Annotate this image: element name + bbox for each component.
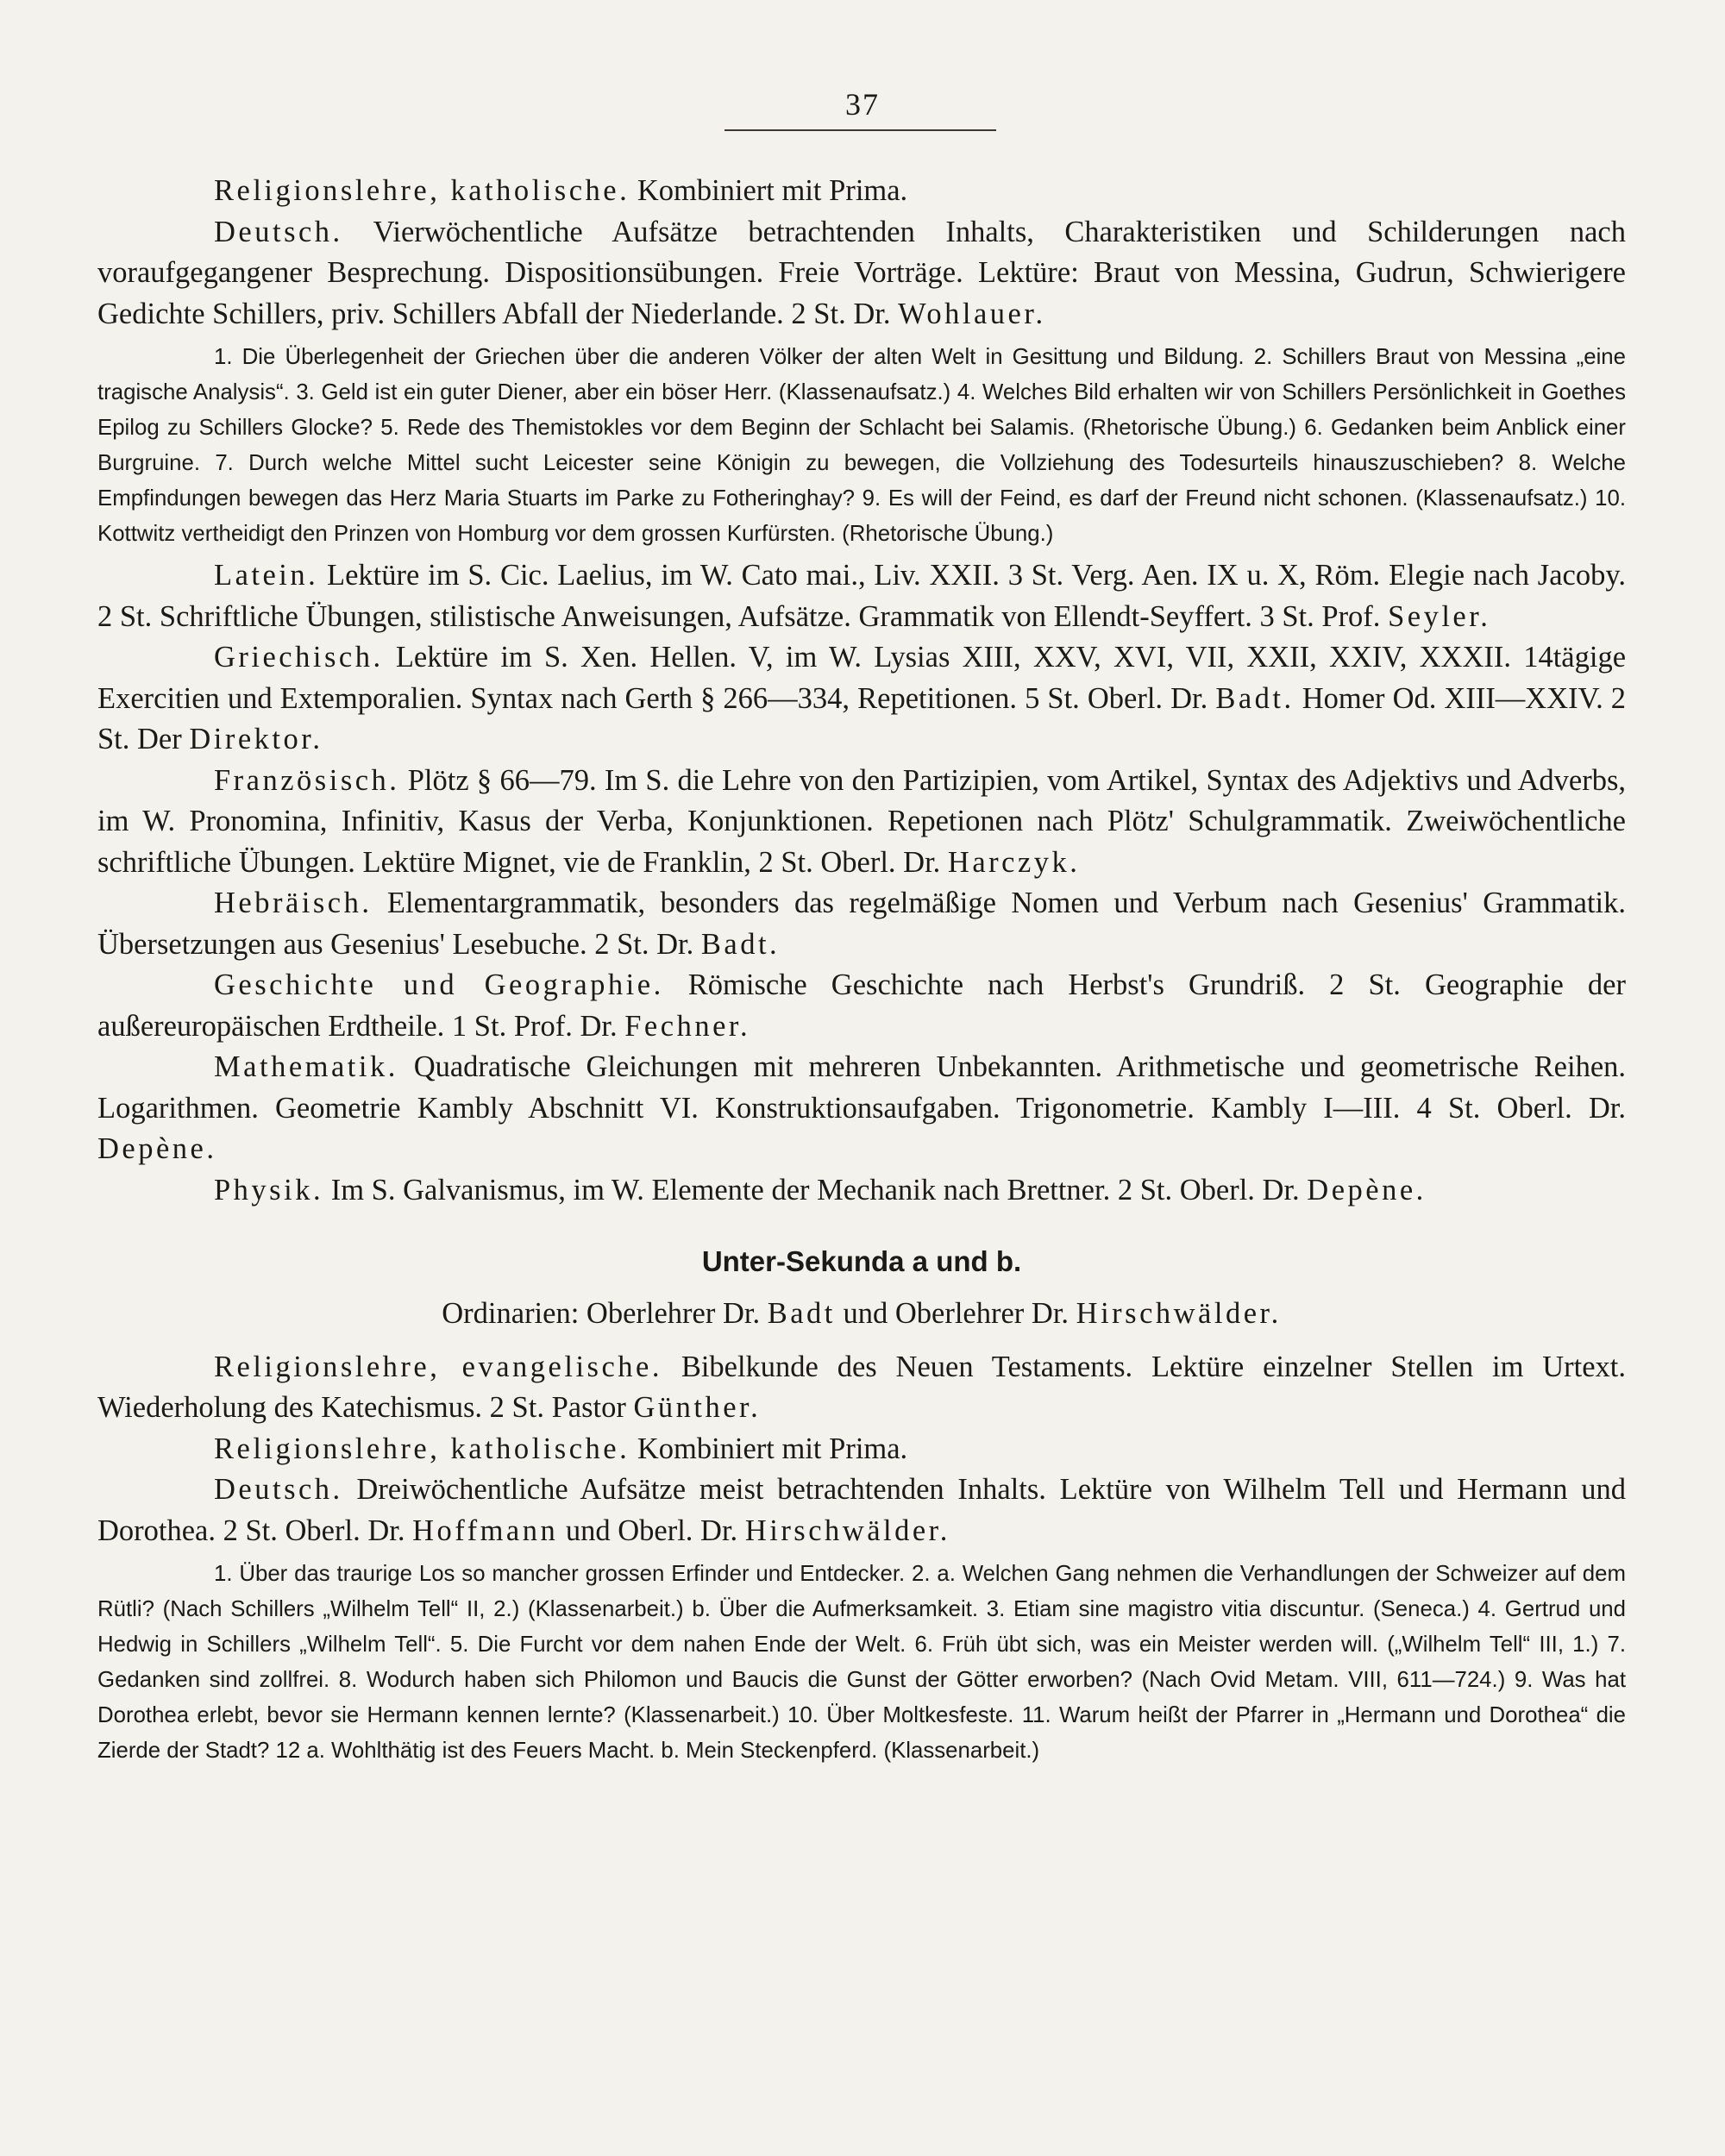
paragraph-mathematik <box>97 1047 1626 1170</box>
ordinarien-mid: und Oberlehrer Dr. <box>843 1297 1070 1330</box>
header-rule <box>724 129 996 131</box>
paragraph-text: Bibelkunde des Neuen Testaments. Lektüre einzelner Stellen im Urtext. Wiederholung des Katechismus. 2 St. Pastor <box>97 1350 1627 1424</box>
paragraph-text: Lektüre im S. Xen. Hellen. V, im W. Lysias XIII, XXV, XVI, VII, XXII, XXIV, XXXII. 14tägige Exercitien und Extemporalien. Syntax nach Gerth § 266—334, Repetitionen. 5 St. Oberl. Dr. <box>97 641 1627 715</box>
paragraph-text: Kombiniert mit Prima. <box>637 1432 908 1465</box>
paragraph-hebraeisch <box>97 883 1626 965</box>
teacher-name-2: Direktor. <box>189 723 323 755</box>
teacher-name-2: Hirschwälder. <box>744 1514 950 1547</box>
paragraph-religion-kath-2 <box>97 1429 1626 1470</box>
teacher-name: Badt. <box>1215 681 1295 715</box>
paragraph-text: Kombiniert mit Prima. <box>637 174 908 207</box>
teacher-name-2: Hirschwälder. <box>1076 1297 1282 1330</box>
teacher-name: Fechner. <box>624 1009 751 1043</box>
subject-label: Deutsch. <box>214 215 343 248</box>
paragraph-latein <box>97 555 1626 637</box>
subject-label: Griechisch. <box>214 641 384 674</box>
teacher-name: Wohlauer. <box>898 297 1046 330</box>
page-number: 37 <box>845 87 880 122</box>
paragraph-text: Lektüre im S. Cic. Laelius, im W. Cato mai., Liv. XXII. 3 St. Verg. Aen. IX u. X, Röm. Elegie nach Jacoby. 2 St. Schriftliche Übungen, stilistische Anweisungen, Aufsätze. Grammatik von Ellendt-Seyffert. 3 St. Prof. <box>97 559 1626 633</box>
paragraph-deutsch-2 <box>97 1470 1626 1551</box>
teacher-name: Depène. <box>1307 1173 1427 1206</box>
teacher-name: Badt <box>767 1297 836 1330</box>
paragraph-text: Im S. Galvanismus, im W. Elemente der Mechanik nach Brettner. 2 St. Oberl. Dr. <box>330 1173 1300 1206</box>
page-body <box>97 171 1626 1772</box>
paragraph-text: Vierwöchentliche Aufsätze betrachtenden Inhalts, Charakteristiken und Schilderungen nach voraufgegangener Besprechung. Dispositionsübungen. Freie Vorträge. Lektüre: Braut von Messina, Gudrun, Schwierigere Gedichte Schillers, priv. Schillers Abfall der Niederlande. 2 St. Dr. <box>97 215 1626 330</box>
teacher-name: Harczyk. <box>947 845 1081 879</box>
teacher-name: Depène. <box>97 1132 217 1165</box>
paragraph-geschichte <box>97 965 1626 1047</box>
paragraph-physik <box>97 1170 1626 1212</box>
subject-label: Latein. <box>214 559 319 592</box>
paragraph-mid: und Oberl. Dr. <box>565 1514 738 1547</box>
ordinarien-line <box>97 1294 1626 1335</box>
paragraph-deutsch <box>97 212 1626 335</box>
paragraph-griechisch <box>97 637 1626 761</box>
paragraph-text-2: Homer Od. XIII—XXIV. 2 St. Der <box>97 681 1627 755</box>
paragraph-religion-ev <box>97 1347 1626 1429</box>
paragraph-text: Dreiwöchentliche Aufsätze meist betrachtenden Inhalts. Lektüre von Wilhelm Tell und Hermann und Dorothea. 2 St. Oberl. Dr. <box>97 1473 1626 1547</box>
paragraph-text: Elementargrammatik, besonders das regelmäßige Nomen und Verbum nach Gesenius' Grammatik. Übersetzungen aus Gesenius' Lesebuche. 2 St. Dr. <box>97 887 1626 961</box>
subject-label: Physik. <box>214 1173 324 1206</box>
paragraph-text: Römische Geschichte nach Herbst's Grundriß. 2 St. Geographie der außereuropäischen Erdtheile. 1 St. Prof. Dr. <box>97 968 1626 1043</box>
subject-label: Religionslehre, katholische. <box>214 174 630 207</box>
essay-topics-list: 1. Die Überlegenheit der Griechen über die anderen Völker der alten Welt in Gesittung und Bildung. 2. Schillers Braut von Messina „eine tragische Analysis“. 3. Geld ist ein guter Diener, aber ein böser Herr. (Klassenaufsatz.) 4. Welches Bild erhalten wir von Schillers Persönlichkeit in Goethes Epilog zu Schillers Glocke? 5. Rede des Themistokles vor dem Beginn der Schlacht bei Salamis. (Rhetorische Übung.) 6. Gedanken beim Anblick einer Burgruine. 7. Durch welche Mittel sucht Leicester seine Königin zu bewegen, die Vollziehung des Todesurteils hinauszuschieben? 8. Welche Empfindungen bewegen das Herz Maria Stuarts im Parke zu Fotheringhay? 9. Es will der Feind, es darf der Freund nicht schonen. (Klassenaufsatz.) 10. Kottwitz vertheidigt den Prinzen von Homburg vor dem grossen Kurfürsten. (Rhetorische Übung.) <box>97 345 1626 546</box>
teacher-name: Günther. <box>633 1391 762 1424</box>
section-heading: Unter-Sekunda a und b. <box>701 1245 1022 1277</box>
paragraph-text: Plötz § 66—79. Im S. die Lehre von den Partizipien, vom Artikel, Syntax des Adjektivs und Adverbs, im W. Pronomina, Infinitiv, Kasus der Verba, Konjunktionen. Repetionen nach Plötz' Schulgrammatik. Zweiwöchentliche schriftliche Übungen. Lektüre Mignet, vie de Franklin, 2 St. Oberl. Dr. <box>97 763 1626 879</box>
teacher-name: Hoffmann <box>412 1514 559 1547</box>
paragraph-franzoesisch <box>97 761 1626 884</box>
paragraph-religion-kath <box>97 171 1626 212</box>
teacher-name: Badt. <box>700 927 781 961</box>
essay-topics-list-2: 1. Über das traurige Los so mancher grossen Erfinder und Entdecker. 2. a. Welchen Gang nehmen die Verhandlungen der Schweizer auf dem Rütli? (Nach Schillers „Wilhelm Tell“ II, 2.) (Klassenarbeit.) b. Über die Aufmerksamkeit. 3. Etiam sine magistro vitia discuntur. (Seneca.) 4. Gertrud und Hedwig in Schillers „Wilhelm Tell“. 5. Die Furcht vor dem nahen Ende der Welt. 6. Früh übt sich, was ein Meister werden will. („Wilhelm Tell“ III, 1.) 7. Gedanken sind zollfrei. 8. Wodurch haben sich Philomon und Baucis die Gunst der Götter erworben? (Nach Ovid Metam. VIII, 611—724.) 9. Was hat Dorothea erlebt, bevor sie Hermann kennen lernte? (Klassenarbeit.) 10. Über Moltkesfeste. 11. Warum heißt der Pfarrer in „Hermann und Dorothea“ die Zierde der Stadt? 12 a. Wohlthätig ist des Feuers Macht. b. Mein Steckenpferd. (Klassenarbeit.) <box>97 1562 1626 1763</box>
subject-label: Geschichte und Geographie. <box>214 968 664 1001</box>
subject-label: Französisch. <box>214 763 400 797</box>
subject-label: Religionslehre, evangelische. <box>214 1350 662 1383</box>
subject-label: Religionslehre, katholische. <box>214 1432 630 1465</box>
teacher-name: Seyler. <box>1388 599 1491 633</box>
subject-label: Mathematik. <box>214 1050 398 1083</box>
paragraph-text: Quadratische Gleichungen mit mehreren Unbekannten. Arithmetische und geometrische Reihen. Logarithmen. Geometrie Kambly Abschnitt VI. Konstruktionsaufgaben. Trigonometrie. Kambly I—III. 4 St. Oberl. Dr. <box>97 1050 1627 1125</box>
subject-label: Deutsch. <box>214 1473 343 1506</box>
subject-label: Hebräisch. <box>214 887 373 919</box>
ordinarien-label: Ordinarien: Oberlehrer Dr. <box>442 1297 761 1330</box>
